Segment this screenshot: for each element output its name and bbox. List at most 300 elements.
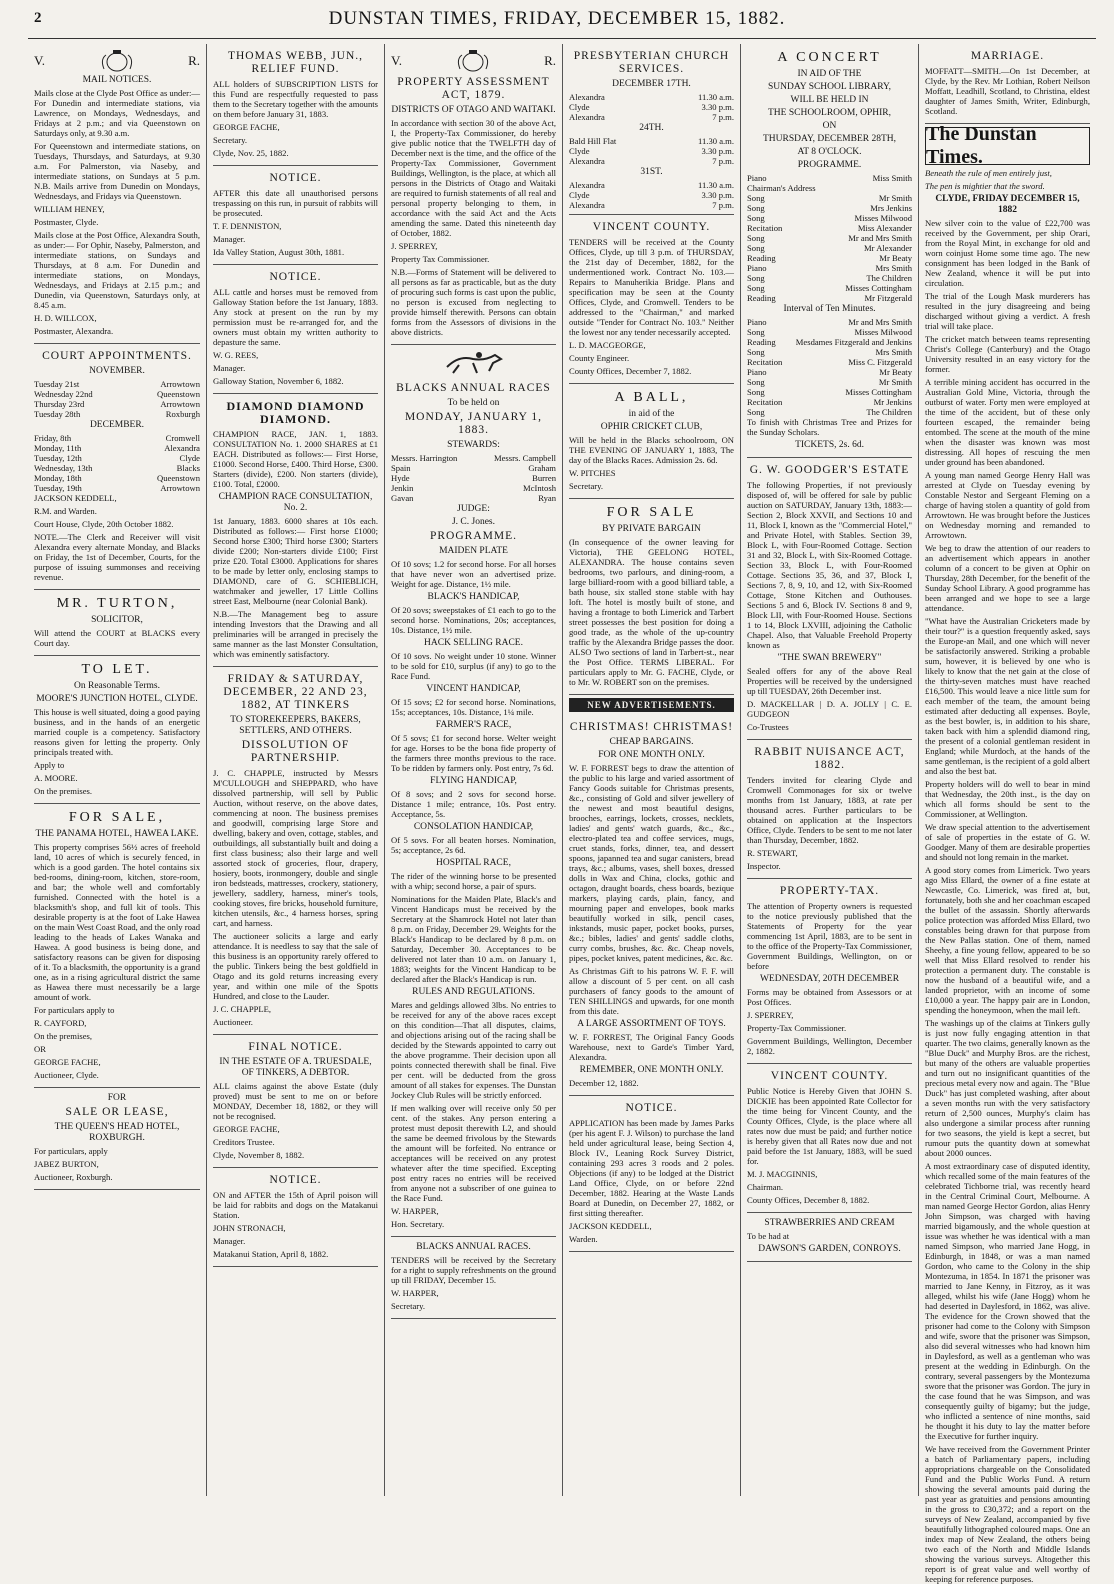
programme-row — [747, 367, 912, 377]
column-2 — [206, 44, 384, 1496]
steward-row — [391, 463, 556, 473]
consolation-text: Of 5 sovs. For all beaten horses. Nomination, 5s; acceptance, 2s 6d. — [391, 835, 556, 855]
programme-row-cell: Reading — [747, 293, 776, 303]
service-row-cell: 11.30 a.m. — [698, 136, 734, 146]
programme-row — [747, 293, 912, 303]
column-6 — [918, 44, 1096, 1584]
court-row-cell: Tuesday 21st — [34, 379, 80, 389]
toys-heading: A LARGE ASSORTMENT OF TOYS. — [577, 1019, 726, 1029]
programme-row-cell: Misses Milwood — [854, 327, 912, 337]
court-rows-nov — [34, 379, 200, 419]
dissolution-heading: DISSOLUTION OF PARTNERSHIP. — [241, 739, 350, 764]
court-signature-title: R.M. and Warden. — [34, 506, 97, 516]
programme-row-cell: Mesdames Fitzgerald and Jenkins — [795, 337, 912, 347]
columns — [28, 44, 1096, 1584]
blacks-handicap-heading: BLACK'S HANDICAP, — [427, 592, 520, 602]
to-let-apply: Apply to — [34, 760, 65, 770]
court-row — [34, 453, 200, 463]
court-row-cell: Cromwell — [165, 433, 200, 443]
steward-row — [391, 453, 556, 463]
notice-signature-3: JOHN STRONACH, — [213, 1223, 286, 1233]
mail-signature-title: Postmaster, Clyde. — [34, 217, 99, 227]
court-row — [34, 443, 200, 453]
court-row-cell: Clyde — [179, 453, 200, 463]
concert-finish: To finish with Christmas Tree and Prizes for the Sunday Scholars. — [747, 417, 912, 437]
for-sale-heading: FOR SALE — [606, 505, 697, 520]
court-appointments — [34, 344, 200, 590]
court-row-cell: Arrowtown — [160, 379, 200, 389]
steward-row-cell: Hyde — [391, 473, 410, 483]
news-item-2: The trial of the Lough Mask murderers has resulted in the jury disagreeing and being discharged without giving a verdict. A fresh trial will take place. — [925, 291, 1090, 331]
sale-signature-1: R. CAYFORD, — [34, 1018, 87, 1028]
pres-date-1: DECEMBER 17TH. — [612, 79, 691, 89]
programme-row-cell: Piano — [747, 173, 767, 183]
cricket-ball-ad — [569, 384, 734, 499]
steward-row — [391, 473, 556, 483]
court-row-cell: Alexandra — [164, 443, 200, 453]
concert-sub-3: WILL BE HELD IN — [790, 95, 869, 105]
programme-row-cell: Mr Jenkins — [873, 397, 912, 407]
property-tax-date: WEDNESDAY, 20TH DECEMBER — [759, 974, 900, 984]
programme-row — [747, 233, 912, 243]
programme-row — [747, 213, 912, 223]
service-row-cell: Clyde — [569, 146, 590, 156]
vincent-county-2-date: County Offices, December 8, 1882. — [747, 1195, 870, 1205]
programme-row-cell: Song — [747, 203, 765, 213]
goodger-text-2: Sealed offers for any of the above Real Properties will be received by the undersigned up till TUESDAY, 26th December inst. — [747, 666, 912, 696]
rabbit-nuisance-ad — [747, 740, 912, 879]
notice-signature-3-title: Manager. — [213, 1236, 246, 1246]
mail-text-1: Mails close at the Clyde Post Office as under:— For Dunedin and intermediate stations, via Lawrence, on Mondays, Wednesdays, and Fridays at 2 p.m.; and via Queenstown on Saturdays only, at 9.30 a.m. — [34, 88, 200, 138]
consolation-heading: CONSOLATION HANDICAP, — [413, 822, 534, 832]
stewards-list — [391, 453, 556, 503]
maiden-text: Of 10 sovs; 1.2 for second horse. For all horses that have never won an advertised prize. Weight for age. Distance, 1½ mile. — [391, 559, 556, 589]
hack-text: Of 10 sovs. No weight under 10 stone. Winner to be sold for £10, surplus (if any) to go to the Race Fund. — [391, 651, 556, 681]
remember-line: REMEMBER, ONE MONTH ONLY. — [579, 1065, 724, 1075]
blacks-races-ad — [391, 345, 556, 1237]
court-note: NOTE.—The Clerk and Receiver will visit Alexandra every alternate Monday, and Blacks on Friday, the 1st of December, Courts, for the purpose of issuing summonses and receiving revenue. — [34, 532, 200, 582]
court-row-cell: Tuesday, 12th — [34, 453, 82, 463]
webb-text: ALL holders of SUBSCRIPTION LISTS for this Fund are respectfully requested to pass them to the Secretary together with the amounts on them before January 31, 1883. — [213, 79, 378, 119]
news-item-1: New silver coin to the value of £22,700 was received by the Government, per ship Orari, from the Royal Mint, in exchange for old and worn coinjust Home some time ago. The new consignment has been lodged in the Bank of New Zealand, whence it will be put into circulation. — [925, 218, 1090, 288]
service-row — [569, 102, 734, 112]
estate-date: Clyde, November 8, 1882. — [213, 1150, 305, 1160]
webb-date: Clyde, Nov. 25, 1882. — [213, 148, 289, 158]
page-number: 2 — [34, 10, 42, 26]
programme-row-cell: Song — [747, 273, 765, 283]
steward-row-cell: Jenkin — [391, 483, 414, 493]
rabbit-heading: RABBIT NUISANCE ACT, 1882. — [754, 746, 905, 771]
court-row — [34, 409, 200, 419]
programme-row-cell: Miss Smith — [872, 173, 912, 183]
farmers-heading: FARMER'S RACE, — [435, 720, 512, 730]
lease-pre: FOR — [107, 1093, 127, 1103]
court-row — [34, 379, 200, 389]
rabbit-signature-title: Inspector. — [747, 861, 781, 871]
dunstan-times-banner: The Dunstan Times. — [925, 127, 1090, 165]
christmas-text: W. F. FORREST begs to draw the attention of the public to his large and varied assortment of Fancy Goods suitable for Christmas presents, &c., consisting of Gold and silver jewellery of the newest and most beautiful designs, brooches, earrings, lockets, crosses, necklets, ladies' and gents' watch guards, &c., &c., electro-plated tea and coffee services, mugs, cruet stands, forks, dinner, tea, and dessert spoons, japanned tea and sugar canisters, bread trays, &c.; albums, vases, shell boxes, dressed dolls in Wax and China, clocks, gothic and octagon, draught boards, chess boards, bezique markers, playing cards, plain, fancy, and mourning paper and envelopes, book marks beautifully worked in silk, pencil cases, inkstands, music paper, pocket books, purses, &c.; bibles, ladies' and gents' saddle cloths, curry combs, brushes, &c. &c. Cheap novels, pipes, pocket knives, patent medicines, &c. &c. — [569, 763, 734, 963]
notice-signature-2: W. G. REES, — [213, 350, 259, 360]
to-let-signature: A. MOORE. — [34, 773, 78, 783]
tinkers-heading: FRIDAY & SATURDAY, DECEMBER, 22 AND 23, 1882, AT TINKERS — [223, 673, 368, 711]
programme-row-cell: Chairman's Address — [747, 183, 816, 193]
service-row-cell: Alexandra — [569, 92, 605, 102]
service-row-cell: Alexandra — [569, 200, 605, 210]
property-heading: PROPERTY ASSESSMENT ACT, 1879. — [397, 76, 550, 101]
notice-heading-3: NOTICE. — [269, 1174, 322, 1186]
rules-text: Mares and geldings allowed 3lbs. No entries to be received for any of the above races except on this condition—That all disputes, claims, and objections arising out of the racing shall be decided by the Stewards appointed to carry out the above programme. Their decision upon all points connected therewith shall be final. Five per cent. will be deducted from the gross amount of all stakes for expenses. The Dunstan Jockey Club Rules will be strictly enforced. — [391, 1000, 556, 1100]
motto-line-1: Beneath the rule of men entirely just, — [925, 168, 1052, 178]
blacks-handicap-text: Of 20 sovs; sweepstakes of £1 each to go to the second horse. Nominations, 20s; acceptances, 10s. Distance, 1½ mile. — [391, 605, 556, 635]
denniston-notice — [213, 166, 378, 265]
vincent-county-signature-title: County Engineer. — [569, 353, 630, 363]
nominations-text: Nominations for the Maiden Plate, Black's and Vincent Handicaps must be received by the Secretary at the Shamrock Hotel not later than 8 p.m. on Friday, December 29. Weights for the Black's Handicap to be declared by 8 p.m. on Saturday, December 30. Acceptances to be delivered not later than 10 a.m. on January 1, 1883; weights for the Vincent Handicap to be declared after the Black's Handicap is run. — [391, 894, 556, 984]
programme-row — [747, 253, 912, 263]
hospital-text: The rider of the winning horse to be presented with a whip; second horse, a pair of spurs. — [391, 871, 556, 891]
goodger-text: The following Properties, if not previously disposed of, will be offered for sale by public auction on SATURDAY, January 13th, 1883:— Section 2, Block XXVII, and Sections 10 and 11, Block I, known as the "Commercial Hotel," and Private Hotel, with Stables. Section 39, Block L, with Four-Roomed Cottage. Section 31 and 32, Block L, with Six-Roomed Cottage. Section 33, Block L, with Four-Roomed Cottage. Sections 35, 36, and 37, Block I, Sections 7, 8, 9, 10, and 12, with Six-Roomed Cottage, Stone Kitchen and Outhouses. Sections 5 and 6, Block IV. Sections 8 and 9, Block LII, with Four-Roomed House. Sections 1 to 14, Block LXVIII, adjoining the Catholic Chapel. Also, that Valuable Freehold Property known as — [747, 480, 912, 650]
sale-signature-2: GEORGE FACHE, — [34, 1057, 101, 1067]
news-item-5: A young man named George Henry Hall was arrested at Clyde on Tuesday evening by Constable Nestor and Sergeant Fleming on a charge of having stolen a quantity of gold from Arrowtown. He was brought before the Justices on Wednesday morning and remanded to Arrowtown. — [925, 470, 1090, 540]
service-row-cell: 3.30 p.m. — [701, 190, 734, 200]
alexandra-signature: H. D. WILLCOX, — [34, 313, 97, 323]
programme-row-cell: Piano — [747, 317, 767, 327]
brewery-line: "THE SWAN BREWERY" — [777, 653, 882, 663]
programme-row-cell: The Children — [866, 407, 912, 417]
final-notice-heading: FINAL NOTICE. — [248, 1041, 343, 1053]
property-tax-ad — [747, 879, 912, 1064]
coat-of-arms-icon — [450, 49, 496, 73]
tinkers-sale-ad — [213, 667, 378, 1035]
programme-row-cell: Song — [747, 213, 765, 223]
concert-date: THURSDAY, DECEMBER 28TH, — [762, 134, 897, 144]
notice-text-1: AFTER this date all unauthorised persons trespassing on this run, in pursuit of rabbits will be prosecuted. — [213, 188, 378, 218]
service-row-cell: Clyde — [569, 102, 590, 112]
programme-row — [747, 183, 912, 193]
court-rows-dec — [34, 433, 200, 493]
service-row-cell: 3.30 p.m. — [701, 102, 734, 112]
service-row — [569, 180, 734, 190]
court-month-1: NOVEMBER. — [89, 366, 145, 376]
marriage-text: MOFFATT—SMITH.—On 1st December, at Clyde, by the Rev. Mr Lothian, Robert Neilson Moffatt, Leadhill, Scotland, to Christina, eldest daughter of James Smith, Writer, Edinburgh, Scotland. — [925, 66, 1090, 116]
presbyterian-heading: PRESBYTERIAN CHURCH SERVICES. — [573, 50, 730, 75]
court-row-cell: Friday, 8th — [34, 433, 72, 443]
ball-text: Will be held in the Blacks schoolroom, ON THE EVENING OF JANUARY 1, 1883, The day of the Blacks Races. Admission 2s. 6d. — [569, 435, 734, 465]
concert-time: AT 8 O'CLOCK. — [797, 147, 862, 157]
programme-row-cell: Mr and Mrs Smith — [848, 317, 912, 327]
sale-signature-2-title: Auctioneer, Clyde. — [34, 1070, 99, 1080]
crest-r: R. — [188, 53, 200, 68]
blacks-refreshments-ad — [391, 1237, 556, 1319]
service-row-cell: Alexandra — [569, 180, 605, 190]
top-rule — [28, 38, 1096, 39]
court-row-cell: Arrowtown — [160, 399, 200, 409]
programme-row-cell: Recitation — [747, 397, 783, 407]
stewards-heading: STEWARDS: — [447, 440, 500, 450]
service-row-cell: 11.30 a.m. — [698, 92, 734, 102]
vincent-county-heading: VINCENT COUNTY. — [592, 221, 711, 233]
programme-row-cell: Song — [747, 347, 765, 357]
property-signature-title: Property Tax Commissioner. — [391, 254, 490, 264]
column-5 — [740, 44, 918, 1496]
sale-heading: FOR SALE, — [68, 810, 166, 825]
editorial-dateline: CLYDE, FRIDAY DECEMBER 15, 1882 — [935, 194, 1080, 215]
lease-signature: JABEZ BURTON, — [34, 1159, 99, 1169]
hospital-heading: HOSPITAL RACE, — [436, 858, 511, 868]
pres-date-3: 31ST. — [640, 167, 663, 177]
court-row-cell: Arrowtown — [160, 483, 200, 493]
to-let-signature-title: On the premises. — [34, 786, 92, 796]
court-row-cell: Tuesday 28th — [34, 409, 81, 419]
steward-row-cell: Ryan — [538, 493, 556, 503]
steward-row-cell: Gavan — [391, 493, 414, 503]
masthead — [0, 6, 1114, 38]
property-text: In accordance with section 30 of the above Act, I, the Property-Tax Commissioner, do hereby give public notice that the TWELFTH day of December next is the time, and the office of the Property-Tax Commissioner, Government Buildings, Wellington, is the place, at which all persons in the Districts of Otago and Waitaki are required to furnish statements of all real and personal property belonging to them, in accordance with the said Act and the Acts amending the same. Dated this nineteenth day of October, 1882. — [391, 118, 556, 238]
programme-row-cell: Mr Fitzgerald — [864, 293, 912, 303]
lease-text: For particulars, apply — [34, 1146, 108, 1156]
programme-row — [747, 273, 912, 283]
property-assessment-ad — [391, 44, 556, 345]
steward-row — [391, 483, 556, 493]
court-row-cell: Thursday 23rd — [34, 399, 85, 409]
pres-rows-3 — [569, 180, 734, 210]
court-row-cell: Tuesday, 19th — [34, 483, 82, 493]
ball-signature: W. PITCHES — [569, 468, 616, 478]
marriage-notice — [925, 44, 1090, 124]
crest-v: V. — [34, 53, 45, 68]
sale-text: This property comprises 56½ acres of freehold land, 10 acres of which is securely fenced, in which is a good garden. The hotel contains six bed-rooms, dining-room, kitchen, store-room, and bar; the whole well and comfortably furnished. Connected with the hotel is a blacksmith's shop, and full kit of tools. This desirable property is at the foot of Lake Hawea on the main West Coast Road, and the only road leading to the heads of Lakes Wanaka and Hawea. A good business is being done, and satisfactory reasons can be given for disposing of it. To a blacksmith, the opportunity is a grand one, as in a rising agricultural district the same as Hawea there must necessarily be a large amount of work. — [34, 842, 200, 1002]
programme-row — [747, 407, 912, 417]
rules-signature: W. HARPER, — [391, 1206, 439, 1216]
programme-row-cell: Recitation — [747, 357, 783, 367]
judge-heading: JUDGE: — [457, 504, 490, 514]
notice-signature-2-title: Manager. — [213, 363, 246, 373]
programme-row-cell: Piano — [747, 263, 767, 273]
pres-rows-2 — [569, 136, 734, 166]
vincent-county-2-heading: VINCENT COUNTY. — [770, 1070, 889, 1082]
sale-subheading: THE PANAMA HOTEL, HAWEA LAKE. — [35, 829, 199, 839]
vincent-handicap-text: Of 15 sovs; £2 for second horse. Nominations, 15s; acceptances, 10s. Distance, 1¼ mile. — [391, 697, 556, 717]
dissolution-text: J. C. CHAPPLE, instructed by Messrs M'CULLOUGH and SHEPPARD, who have dissolved partnership, will sell by Public Auction, without reserve, on the above dates, commencing at noon. The business premises and goodwill, comprising large Store and dwelling, bakery and oven, cottage, stables, and outbuildings, all substantially built and doing a first class business; also their large and well assorted stock of groceries, flour, drapery, hosiery, boots, ironmongery, double and single iron bedsteads, mattresses, crockery, stationery, jewellery, saddlery, harness, miner's tools, cooking stoves, fire bricks, household furniture, kitchen utensils, &c., 4 harness horses, spring cart, and harness. — [213, 768, 378, 928]
service-row — [569, 200, 734, 210]
programme-row-cell: Mrs Jenkins — [870, 203, 912, 213]
notice-date-1: Ida Valley Station, August 30th, 1881. — [213, 247, 345, 257]
programme-row-cell: Misses Cottingham — [845, 387, 912, 397]
vincent-county-2-signature: M. J. MACGINNIS, — [747, 1169, 818, 1179]
property-tax-signature: J. SPERREY, — [747, 1010, 794, 1020]
programme-row — [747, 377, 912, 387]
programme-row-cell: Miss Alexander — [857, 223, 912, 233]
christmas-text-2: As Christmas Gift to his patrons W. F. F. will allow a discount of 5 per cent. on all cash purchasers of fancy goods to the amount of TEN SHILLINGS and upwards, for one month from this date. — [569, 966, 734, 1016]
new-advertisements-banner: NEW ADVERTISEMENTS. — [569, 698, 734, 712]
dissolution-signature-title: Auctioneer. — [213, 1017, 253, 1027]
champion-note: N.B.—The Management beg to assure intending Investors that the Drawing and all preliminaries will be arranged in precisely the same manner as the last Monster Consultation, which was eminently satisfactory. — [213, 609, 378, 659]
property-tax-text-2: Forms may be obtained from Assessors or at Post Offices. — [747, 987, 912, 1007]
programme-row — [747, 223, 912, 233]
concert-programme-heading: PROGRAMME. — [797, 160, 862, 170]
champion-heading: CHAMPION RACE CONSULTATION, No. 2. — [218, 492, 373, 513]
court-row — [34, 433, 200, 443]
vincent-county-text: TENDERS will be received at the County Offices, Clyde, up till 3 p.m. of THURSDAY, the 21st day of December, 1882, for the undermentioned work. Contract No. 103.—Repairs to Manuherikia Bridge. Plans and specification may be seen at the County Offices, Clyde, and Cromwell. Tenders to be addressed to the "Chairman," and marked outside "Tender for Contract No. 103." Neither the lowest nor any tender necessarily accepted. — [569, 237, 734, 337]
programme-row-cell: Mrs Smith — [875, 347, 912, 357]
strawberries-heading: STRAWBERRIES AND CREAM — [764, 1218, 895, 1228]
programme-row — [747, 203, 912, 213]
christmas-sub-2: FOR ONE MONTH ONLY. — [598, 750, 705, 760]
programme-row-cell: Mr Beaty — [879, 253, 912, 263]
lease-signature-title: Auctioneer, Roxburgh. — [34, 1172, 113, 1182]
programme-row-cell: Song — [747, 407, 765, 417]
diamond-heading: DIAMOND DIAMOND DIAMOND. — [226, 399, 365, 426]
service-row-cell: Alexandra — [569, 156, 605, 166]
programme-row-cell: Song — [747, 233, 765, 243]
parks-notice — [569, 1096, 734, 1252]
court-month-2: DECEMBER. — [89, 420, 145, 430]
court-heading: COURT APPOINTMENTS. — [42, 350, 192, 362]
service-row-cell: 7 p.m. — [712, 200, 734, 210]
racehorse-icon — [391, 349, 556, 380]
webb-fund-ad — [213, 44, 378, 166]
tenders-signature: W. HARPER, — [391, 1288, 439, 1298]
rabbit-signature: R. STEWART, — [747, 848, 798, 858]
alexandra-mail-text: Mails close at the Post Office, Alexandra South, as under:— For Ophir, Naseby, Palmerston, and intermediate stations, on Sundays and Thursdays, at 8 a.m. For Dunedin and intermediate stations, on Mondays, Wednesdays, and Fridays at 2.15 p.m.; and Dunedin, via Queenstown, Saturdays only, at 8.45 a.m. — [34, 230, 200, 310]
coat-of-arms-icon — [94, 49, 140, 73]
estate-signature-title: Creditors Trustee. — [213, 1137, 275, 1147]
sale-signature-1-title: On the premises, — [34, 1031, 92, 1041]
steward-row-cell: Graham — [528, 463, 556, 473]
strawberries-place: DAWSON'S GARDEN, CONROYS. — [758, 1244, 901, 1254]
service-row-cell: Bald Hill Flat — [569, 136, 617, 146]
programme-row — [747, 397, 912, 407]
to-let-ad — [34, 656, 200, 804]
news-item-9: We draw special attention to the advertisement of sale of properties in the estate of G. W. Goodger. Many of them are desirable properties and should not long remain in the market. — [925, 822, 1090, 862]
service-row — [569, 92, 734, 102]
programme-row-cell: Miss C. Fitzgerald — [848, 357, 912, 367]
parks-notice-heading: NOTICE. — [625, 1102, 678, 1114]
vincent-county-rates — [747, 1064, 912, 1213]
court-row-cell: Queenstown — [157, 473, 200, 483]
property-tax-place: Government Buildings, Wellington, December 2, 1882. — [747, 1036, 912, 1056]
column-3 — [384, 44, 562, 1496]
concert-on: ON — [822, 121, 837, 131]
news-item-12: A most extraordinary case of disputed identity, which recalled some of the main features of the celebrated Tichborne trial, was recently heard in the Central Criminal Court, Melbourne. A man named George Hector Gordon, alias Henry John Simpson, was charged with having married bigamously, and the whole question at issue was whether he was identical with a man named Simpson, who married Jane Hogg, in Edinburgh, in 1848, or was a man named Gordon, who came to the Colony in the ship Montezuma, in 1854. In 1871 the prisoner was married to Jane Kenny, in Fitzroy, as it was alleged, whilst his wife (Jane Hogg) whom he had deserted in Daylesford, in 1862, was alive. The evidence for the Crown showed that the prisoner had come to the Colony with Simpson and wife, swore that the prisoner was Simpson, also did several witnesses who had known him in Daylesford, as well as a gentleman who was present at the wedding in Edinburgh. On the contrary, several passengers by the Montezuma swore that the prisoner was Gordon. The jury in the case found that he was Simpson, and was consequently guilty of bigamy; but the judge, who inflicted a sentence of nine months, said he thought it his duty to lay the matter before the Executive for further inquiry. — [925, 1161, 1090, 1441]
notice-signature-1-title: Manager. — [213, 234, 246, 244]
tickets-line: TICKETS, 2s. 6d. — [795, 440, 864, 450]
for-sale-text: (In consequence of the owner leaving for Victoria), THE GEELONG HOTEL, ALEXANDRA. The house contains seven bedrooms, two parlours, and dining-room, a large billiard-room with a good billiard table, a bath house, six stalled stone stable with hay loft. The hotel is mostly built of stone, and having a frontage to both Limerick and Tarbert street possesses the best position for doing a good trade, as the whole of the up-country traffic by the Alexandra Bridge passes the door. ALSO Two sections of land in Tarbert-st., near the Post Office. TERMS LIBERAL. For particulars apply to Mr. G. FACHE, Clyde, or to Mr. W. ROBERT son on the premises. — [569, 537, 734, 687]
royal-crest-2 — [391, 48, 556, 74]
queens-head-ad — [34, 1088, 200, 1190]
court-row-cell: Roxburgh — [165, 409, 200, 419]
lease-heading: SALE OR LEASE, — [65, 1106, 169, 1118]
crest-r-2: R. — [544, 53, 556, 68]
programme-row — [747, 317, 912, 327]
refreshment-tenders-text: TENDERS will be received by the Secretary for a right to supply refreshments on the ground up till FRIDAY, December 15. — [391, 1255, 556, 1285]
flying-heading: FLYING HANDICAP, — [430, 776, 517, 786]
webb-signature: GEORGE FACHE, — [213, 122, 280, 132]
steward-row-cell: McIntosh — [523, 483, 556, 493]
programme-row-cell: Song — [747, 387, 765, 397]
mail-signature: WILLIAM HENEY, — [34, 204, 105, 214]
programme-row-cell: Mr Beaty — [879, 367, 912, 377]
service-row-cell: Clyde — [569, 190, 590, 200]
notice-date-3: Matakanui Station, April 8, 1882. — [213, 1249, 329, 1259]
programme-row — [747, 193, 912, 203]
service-row — [569, 146, 734, 156]
service-row — [569, 112, 734, 122]
programme-row-cell: Mr Smith — [878, 377, 912, 387]
programme-rows-1 — [747, 173, 912, 303]
to-let-hotel: MOORE'S JUNCTION HOTEL, CLYDE. — [36, 694, 198, 704]
programme-row — [747, 337, 912, 347]
turton-subheading: SOLICITOR, — [91, 615, 143, 625]
geelong-hotel-ad — [569, 499, 734, 695]
to-let-terms: On Reasonable Terms. — [74, 681, 160, 691]
programme-row — [747, 263, 912, 273]
programme-row-cell: Reading — [747, 337, 776, 347]
galloway-notice — [213, 265, 378, 394]
goodger-estate-ad — [747, 458, 912, 740]
programme-row — [747, 283, 912, 293]
property-note: N.B.—Forms of Statement will be delivered to all persons as far as practicable, but as the duty of procuring such forms is cast upon the public, no person is excused from neglecting to provide himself therewith. Persons can obtain forms from the Assessors of divisions in the above districts. — [391, 267, 556, 337]
steward-row — [391, 493, 556, 503]
goodger-heading: G. W. GOODGER'S ESTATE — [749, 464, 910, 476]
programme-row — [747, 243, 912, 253]
maiden-heading: MAIDEN PLATE — [439, 546, 508, 556]
notice-signature-1: T. F. DENNISTON, — [213, 221, 282, 231]
court-row — [34, 463, 200, 473]
programme-row-cell: Mr Alexander — [864, 243, 912, 253]
sale-or: OR — [34, 1044, 46, 1054]
parks-notice-signature: JACKSON KEDDELL, — [569, 1221, 652, 1231]
notice-heading-2: NOTICE. — [269, 271, 322, 283]
programme-row-cell: Song — [747, 377, 765, 387]
column-4 — [562, 44, 740, 1496]
court-row — [34, 399, 200, 409]
diamond-text: CHAMPION RACE, JAN. 1, 1883. CONSULTATION No. 1. 2000 SHARES at £1 EACH. Distributed as follows:— First Horse, £1000. Second Horse, £400. Third Horse, £300. Starters (divide), £200. Non starters (divide), £100. Total, £2000. — [213, 429, 378, 489]
farmers-text: Of 5 sovs; £1 for second horse. Welter weight for age. Horses to be the bona fide property of the farmers three months previous to the race. To be ridden by farmers only. Post entry, 7s 6d. — [391, 733, 556, 773]
lease-subheading: THE QUEEN'S HEAD HOTEL, ROXBURGH. — [54, 1122, 180, 1143]
programme-row-cell: Song — [747, 193, 765, 203]
service-row-cell: 7 p.m. — [712, 156, 734, 166]
blacks2-heading: BLACKS ANNUAL RACES. — [416, 1242, 531, 1252]
service-row-cell: Alexandra — [569, 112, 605, 122]
concert-heading: A CONCERT — [777, 50, 882, 65]
court-row-cell: Wednesday, 13th — [34, 463, 93, 473]
remember-date: December 12, 1882. — [569, 1078, 639, 1088]
property-tax-heading: PROPERTY-TAX. — [779, 885, 880, 897]
vincent-county-2-text: Public Notice is Hereby Given that JOHN S. DICKIE has been appointed Rate Collector for the time being for Vincent County, and the County Offices, Clyde, is the place where all rates now due must be paid; and further notice is hereby given that all Rates now due and not paid before the 1st January, 1883, will be sued for. — [747, 1086, 912, 1166]
court-row-cell: Queenstown — [157, 389, 200, 399]
property-signature: J. SPERREY, — [391, 241, 438, 251]
news-item-3: The cricket match between teams representing Christ's College (Canterbury) and the Otago University resulted in an easy victory for the former. — [925, 334, 1090, 374]
rules-text-2: If men walking over will receive only 50 per cent. of the stakes. Any person entering a protest must deposit therewith L2, and should the same be deemed frivolous by the Stewards the amount will be forfeited. No entrance or acceptances will be received on any protest whatever after the time specified. Excepting post entry races no entries will be received from anyone not a subscriber of one guinea to the Race Fund. — [391, 1103, 556, 1203]
rabbit-text: Tenders invited for clearing Clyde and Cromwell Commonages for six or twelve months from 1st January, 1883, at rate per thousand acres. Further particulars to be obtained on application at the Inspectors Office, Clyde. Tenders to be sent to me not later than Thursday, December, 1882. — [747, 775, 912, 845]
court-row-cell: Blacks — [176, 463, 200, 473]
presbyterian-services — [569, 44, 734, 215]
column-1 — [28, 44, 206, 1496]
final-notice-ad — [213, 1035, 378, 1168]
christmas-heading: CHRISTMAS! CHRISTMAS! — [569, 721, 734, 733]
webb-heading: THOMAS WEBB, JUN., RELIEF FUND. — [227, 50, 364, 75]
mail-notices — [34, 44, 200, 344]
service-row — [569, 190, 734, 200]
champion-text: 1st January, 1883. 6000 shares at 10s each. Distributed as follows:— First horse £1000; Second horse £300; Third horse £300; Starters divide £200; Non-starters divide £100; First prize £20. Total £3000. Applications for shares to be made by letter only, enclosing stamps to DIAMOND, care of G. SCHIEBLICH, watchmaker and jeweller, 17 Little Collins street East, Melbourne (near Colonial Bank). — [213, 516, 378, 606]
court-row-cell: Wednesday 22nd — [34, 389, 93, 399]
tinkers-subheading: TO STOREKEEPERS, BAKERS, SETTLERS, AND OTHERS. — [230, 715, 361, 736]
flying-text: Of 8 sovs; and 2 sovs for second horse. Distance 1 mile; entrance, 10s. Post entry. Acceptance, 5s. — [391, 789, 556, 819]
to-let-text: This house is well situated, doing a good paying business, and in the hands of an energetic married couple is a competency. Satisfactory reasons given for letting the property. Only principals treated with. — [34, 707, 200, 757]
court-row-cell: Monday, 11th — [34, 443, 82, 453]
diamond-ad — [213, 394, 378, 667]
property-tax-signature-title: Property-Tax Commissioner. — [747, 1023, 847, 1033]
